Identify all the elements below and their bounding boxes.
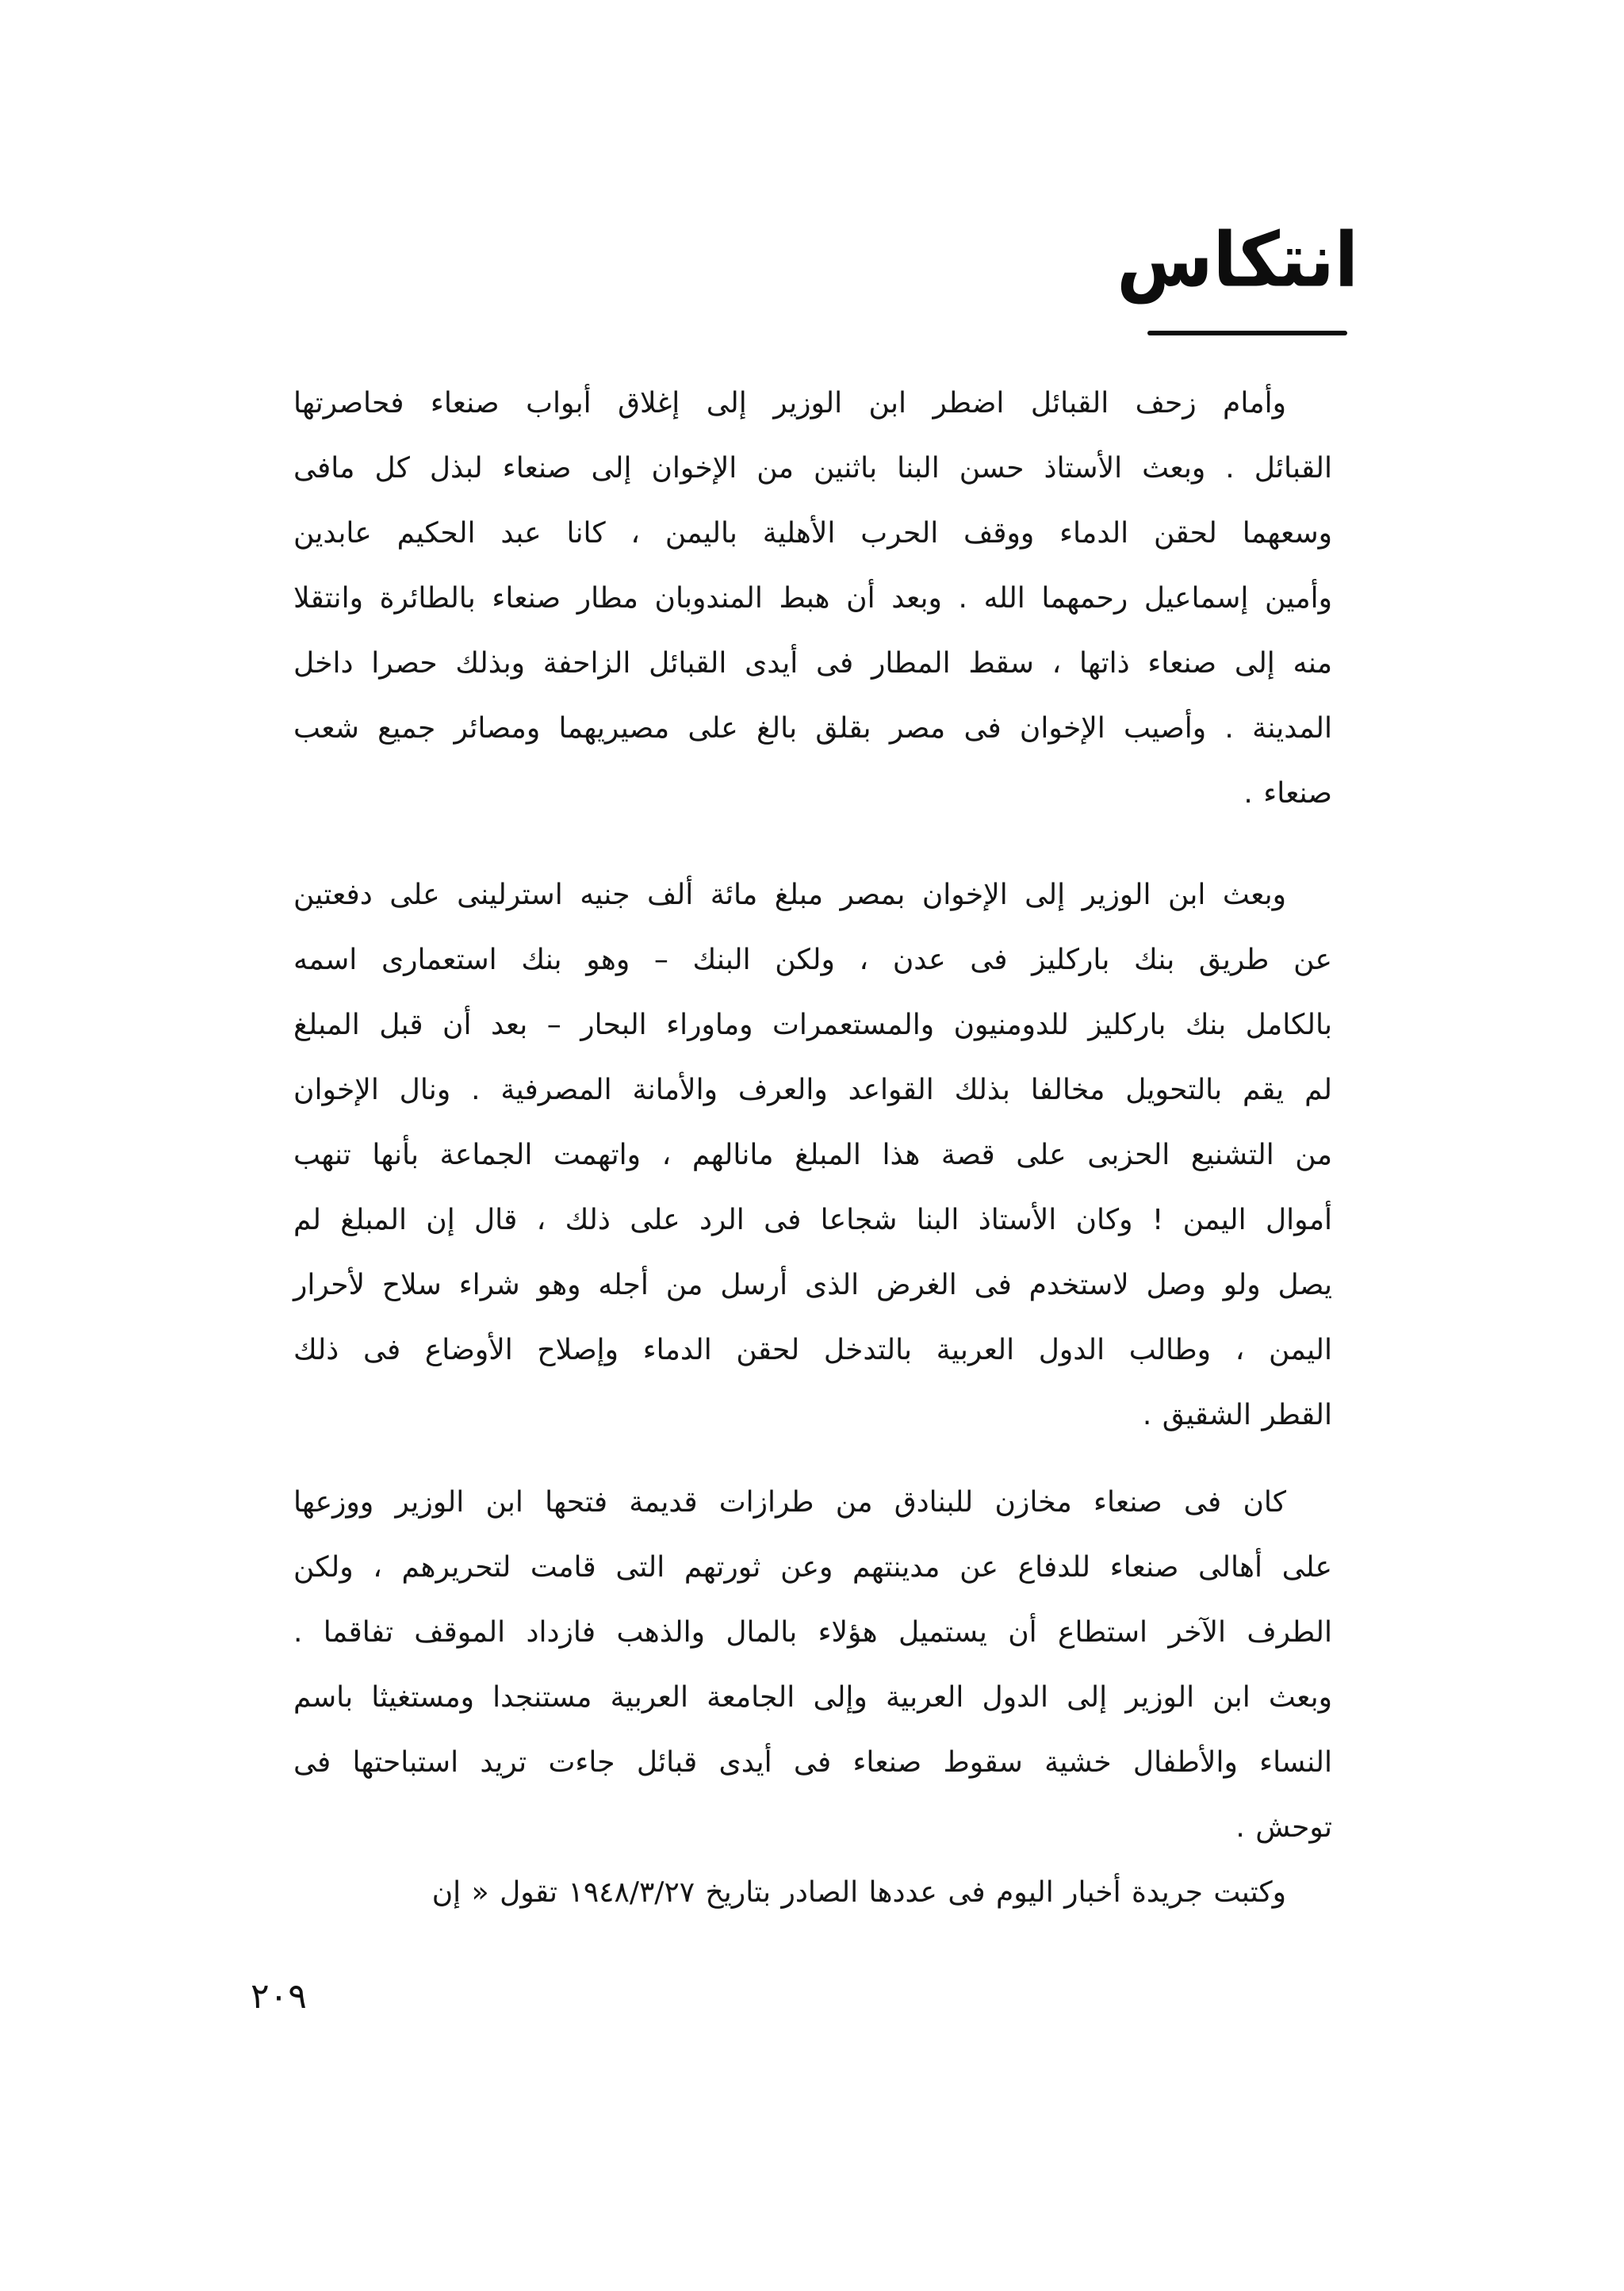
text-line: صنعاء . <box>1243 777 1332 810</box>
text-line: يصل ولو وصل لاستخدم فى الغرض الذى أرسل من أجله وهو شراء سلاح لأحرار <box>293 1269 1332 1301</box>
text-line: الطرف الآخر استطاع أن يستميل هؤلاء بالمال والذهب فازداد الموقف تفاقما . <box>293 1616 1332 1649</box>
text-line: من التشنيع الحزبى على قصة هذا المبلغ مانالهم ، واتهمت الجماعة بأنها تنهب <box>293 1139 1332 1171</box>
text-line: اليمن ، وطالب الدول العربية بالتدخل لحقن الدماء وإصلاح الأوضاع فى ذلك <box>293 1334 1332 1366</box>
page-number: ٢٠٩ <box>251 1976 307 2017</box>
text-line: منه إلى صنعاء ذاتها ، سقط المطار فى أيدى القبائل الزاحفة وبذلك حصرا داخل <box>293 647 1332 680</box>
text-line: أموال اليمن ! وكان الأستاذ البنا شجاعا فى الرد على ذلك ، قال إن المبلغ لم <box>293 1204 1332 1236</box>
text-line: وأمام زحف القبائل اضطر ابن الوزير إلى إغلاق أبواب صنعاء فحاصرتها <box>293 387 1286 420</box>
paragraph <box>293 1860 1332 1925</box>
text-line: لم يقم بالتحويل مخالفا بذلك القواعد والعرف والأمانة المصرفية . ونال الإخوان <box>293 1074 1332 1106</box>
paragraph <box>293 863 1332 1448</box>
text-line: القطر الشقيق . <box>1142 1399 1332 1431</box>
text-line: بالكامل بنك باركليز للدومنيون والمستعمرات وماوراء البحار – بعد أن قبل المبلغ <box>293 1009 1332 1041</box>
chapter-header <box>1116 215 1358 335</box>
text-line: توحش . <box>1235 1811 1332 1844</box>
paragraph <box>293 371 1332 826</box>
text-line: على أهالى صنعاء للدفاع عن مدينتهم وعن ثورتهم التى قامت لتحريرهم ، ولكن <box>293 1551 1332 1584</box>
text-line: المدينة . وأصيب الإخوان فى مصر بقلق بالغ على مصيريهما ومصائر جميع شعب <box>293 712 1332 745</box>
text-line: النساء والأطفال خشية سقوط صنعاء فى أيدى قبائل جاءت تريد استباحتها فى <box>293 1746 1332 1779</box>
page-body <box>293 371 1332 1925</box>
text-line: وبعث ابن الوزير إلى الإخوان بمصر مبلغ مائة ألف جنيه استرلينى على دفعتين <box>293 879 1286 911</box>
text-line: وسعهما لحقن الدماء ووقف الحرب الأهلية باليمن ، كانا عبد الحكيم عابدين <box>293 517 1332 550</box>
text-line: كان فى صنعاء مخازن للبنادق من طرازات قديمة فتحها ابن الوزير ووزعها <box>293 1486 1286 1519</box>
text-line: وكتبت جريدة أخبار اليوم فى عددها الصادر بتاريخ ١٩٤٨/٣/٢٧ تقول « إن <box>431 1876 1286 1909</box>
chapter-title: انتكاس <box>1116 215 1358 305</box>
paragraph <box>293 1470 1332 1860</box>
text-line: القبائل . وبعث الأستاذ حسن البنا باثنين من الإخوان إلى صنعاء لبذل كل مافى <box>293 452 1332 485</box>
title-underline-rule <box>1147 331 1347 335</box>
text-line: وبعث ابن الوزير إلى الدول العربية وإلى الجامعة العربية مستنجدا ومستغيثا باسم <box>293 1681 1332 1714</box>
text-line: عن طريق بنك باركليز فى عدن ، ولكن البنك – وهو بنك استعمارى اسمه <box>293 944 1332 976</box>
text-line: وأمين إسماعيل رحمهما الله . وبعد أن هبط المندوبان مطار صنعاء بالطائرة وانتقلا <box>293 582 1332 615</box>
